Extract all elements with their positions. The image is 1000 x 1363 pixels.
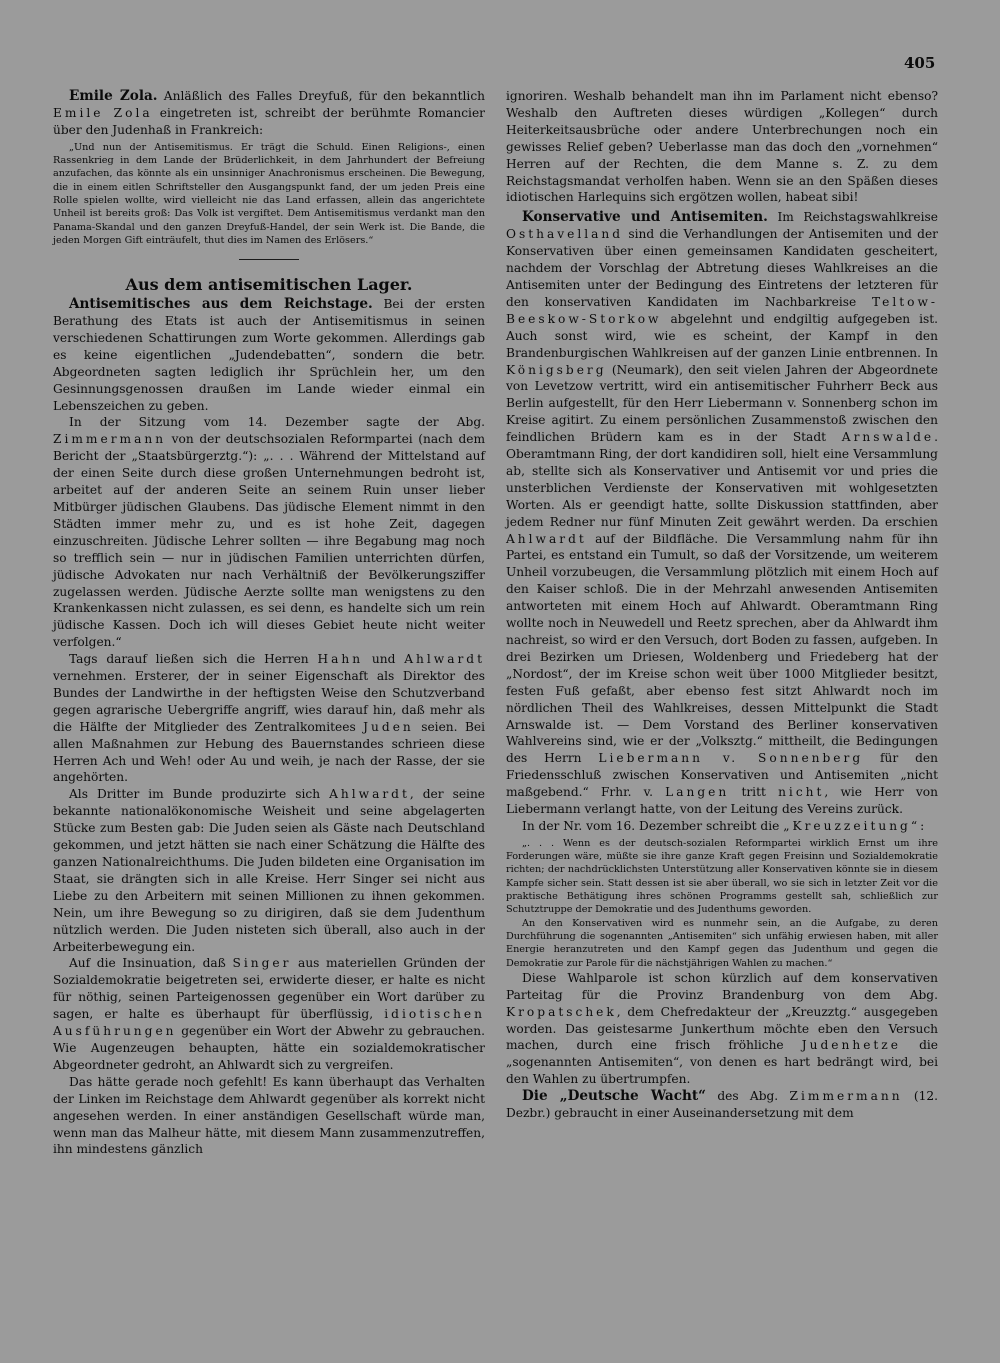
konservative-paragraph — [506, 209, 938, 818]
text-span: gegenüber ein Wort der Abwehr zu gebrauchen. Wie Augenzeugen behaupten, hätte ein sozialdemokratischer Abgeordneter gedroht, an Ahlwardt sich zu vergreifen. — [53, 1024, 485, 1072]
section-divider — [239, 259, 299, 260]
spaced-name: Liebermann v. Sonnenberg — [598, 751, 864, 766]
spaced-name: „Kreuzzeitung“ — [783, 818, 921, 833]
text-span: , wie Herr von Liebermann verlangt hatte, von der Leitung des Vereins zurück. — [506, 785, 938, 817]
text-span: . Oberamtmann Ring, der dort kandidiren soll, hielt eine Versammlung ab, stellte sich als Konservativer und Antisemit vor und pries die unsterblichen Verdienste der Konservativen mit wohlgesetzten Worten. Als er geendigt hatte, sollte Diskussion stattfinden, aber jedem Redner nur fünf Minuten Zeit gewährt werden. Da erschien — [506, 430, 938, 529]
zola-intro: Anläßlich des Falles Dreyfuß, für den bekanntlich — [163, 89, 486, 103]
zola-heading: Emile Zola. — [69, 88, 158, 104]
singer-paragraph — [53, 955, 485, 1073]
spaced-name: Ahlwardt — [329, 787, 410, 802]
right-column — [506, 88, 938, 1122]
text-span: die „sogenannten Antisemiten“, von denen es hart bedrängt wird, bei den Wahlen zu übertrumpfen. — [506, 1038, 938, 1087]
spaced-name: Zimmermann — [789, 1089, 903, 1104]
text-span: In der Nr. vom 16. Dezember schreibt die — [522, 818, 780, 833]
wahlparole-paragraph — [506, 970, 938, 1088]
konservative-heading: Konservative und Antisemiten. — [522, 209, 768, 226]
reichstag-text: Bei der ersten Berathung des Etats ist auch der Antisemitismus in seinen verschiedenen Schattirungen zum Worte gekommen. Allerdings gab es keine eigentlichen „Judendebatten“, sondern die betr. Abgeordneten sagten lediglich ihr Sprüchlein her, um den Gesinnungsgenossen draußen im Lande wieder einmal ein Lebenszeichen zu geben. — [53, 297, 485, 413]
ignoriren-paragraph: ignoriren. Weshalb behandelt man ihn im Parlament nicht ebenso? Weshalb den Auftreten dieses würdigen „Kollegen“ durch Heiterkeitsausbrüche oder andere Unterbrechungen noch ein gewisses Relief geben? Ueberlasse man das doch den „vornehmen“ Herren auf der Rechten, die dem Manne s. Z. zu dem Reichstagsmandat verholfen haben. Wenn sie an den Späßen dieses idiotischen Harlequins sich ergötzen wollen, habeat sibi! — [506, 89, 938, 205]
spaced-name: Zimmermann — [53, 432, 167, 447]
text-span: Diese Wahlparole ist schon kürzlich auf dem konservativen Parteitag für die Provinz Brandenburg von dem Abg. — [506, 970, 938, 1002]
text-span: von der deutschsozialen Reformpartei (nach dem Bericht der „Staatsbürgerztg.“): „. . . Während der Mittelstand auf der einen Seite durch diese großen Unternehmungen bedroht ist, arbeitet auf der anderen Seite an seinem Ruin unser lieber Mitbürger jüdischen Glaubens. Das jüdische Element nimmt in den Städten immer mehr zu, und es ist hohe Zeit, dagegen einzuschreiten. Jüdische Lehrer sollten — ihre Begabung mag noch so trefflich sein — nur in jüdischen Familien unterrichten dürfen, jüdische Advokaten nur nach Verhältniß der Bevölkerungsziffer zugelassen werden. Jüdische Aerzte sollte man wenigstens zu den Krankenkassen nicht zulassen, es sei denn, es handelte sich um rein jüdische Kassen. Doch ich will dieses Gebiet heute nicht weiter verfolgen.“ — [53, 432, 486, 650]
wacht-heading: Die „Deutsche Wacht“ — [522, 1088, 706, 1105]
text-span: Tags darauf ließen sich die Herren — [69, 652, 309, 667]
sub-heading: Antisemitisches aus dem Reichstage. — [69, 296, 373, 313]
text-span: , dem Chefredakteur der „Kreuzztg.“ ausgegeben worden. Das geistesarme Junkerthum möchte eben den Versuch machen, durch eine frisch fröhliche — [506, 1004, 938, 1053]
text-span: , der seine bekannte nationalökonomische Weisheit und seine abgelagerten Stücke zum Besten gab: Die Juden seien als Gäste nach Deutschland gekommen, und jetzt hätten sie nach einer Schätzung die Hälfte des ganzen Nationalreichthums. Die Juden bildeten eine Organisation im Staat, sie drängten sich in alle Kreise. Herr Singer sei nicht aus Liebe zu den Arbeitern mit seinen Millionen zu ihnen gekommen. Nein, um ihre Bewegung so zu dirigiren, daß sie dem Judenthum nützlich werden. Die Juden nisteten sich überall, also auch in der Arbeiterbewegung ein. — [53, 787, 486, 954]
text-span: aus materiellen Gründen der Sozialdemokratie beigetreten sei, erwiderte dieser, er halte es nicht für nöthig, seinen Parteigenossen gegenüber ein Wort darüber zu sagen, er halte es überhaupt für überflüssig, — [53, 956, 486, 1022]
text-span: des Abg. — [717, 1089, 779, 1104]
text-span: für den Friedensschluß zwischen Konservativen und Antisemiten „nicht maßgebend.“ Frhr. v. — [506, 751, 938, 800]
spaced-word: nicht — [778, 785, 825, 800]
reichstag-paragraph — [53, 296, 485, 414]
text-span: auf der Bildfläche. Die Versammlung nahm für ihn Partei, es entstand ein Tumult, so daß der Vorsitzende, um weiterem Unheil vorzubeugen, die Versammlung plötzlich mit einem Hoch auf den Kaiser schloß. Die in der Mehrzahl anwesenden Antisemiten antworteten mit einem Hoch auf Ahlwardt. Oberamtmann Ring wollte noch in Neuwedell und Reetz sprechen, aber da Ahlwardt ihm nachreist, so wird er den Versuch, dort Boden zu fassen, aufgeben. In drei Bezirken um Driesen, Woldenberg und Friedeberg hat der „Nordost“, der im Kreise schon weit über 1000 Mitglieder besitzt, festen Fuß gefaßt, aber ebenso fest sitzt Ahlwardt noch im nördlichen Theil des Wahlkreises, dessen Mittelpunkt die Stadt Arnswalde ist. — Dem Vorstand des Berliner konservativen Wahlvereins sind, wie er der „Volksztg.“ mittheilt, die Bedingungen des Herrn — [506, 531, 938, 766]
text-span: vernehmen. Ersterer, der in seiner Eigenschaft als Direktor des Bundes der Landwirthe in der heftigsten Weise den Schutzverband gegen agrarische Uebergriffe angriff, wies darauf hin, daß mehr als die Hälfte der Mitglieder des Zentralkomitees — [53, 669, 485, 734]
kreuzzeitung-paragraph — [506, 818, 938, 835]
quote-part-2: An den Konservativen wird es nunmehr sein, an die Aufgabe, zu deren Durchführung die sogenannten „Antisemiten“ sich unfähig erwiesen haben, mit aller Energie heranzutreten und den Kampf gegen das Judenthum und gegen die Demokratie zur Parole für die nächstjährigen Wahlen zu machen.“ — [506, 917, 938, 969]
text-span: Auf die Insinuation, daß — [69, 956, 226, 971]
text-span: Als Dritter im Bunde produzirte sich — [69, 787, 321, 802]
zimmermann-paragraph — [53, 414, 485, 651]
ahlwardt-paragraph — [53, 786, 485, 955]
text-span: sind die Verhandlungen der Antisemiten und der Konservativen über einen gemeinsamen Kandidaten gescheitert, nachdem der Vorschlag der Abtretung dieses Wahlkreises an die Antisemiten unter der Bedingung des Eintretens der letzteren für den konservativen Kandidaten im Nachbarkreise — [506, 227, 938, 309]
zola-intro-rest: eingetreten ist, schreibt der berühmte Romancier über den Judenhaß in Frankreich: — [53, 105, 485, 137]
spaced-name: Juden — [363, 719, 414, 734]
text-span: und — [371, 652, 396, 667]
text-span: tritt — [741, 785, 766, 800]
quote-part-1: „. . . Wenn es der deutsch-sozialen Reformpartei wirklich Ernst um ihre Forderungen wäre, müßte sie ihre ganze Kraft gegen Freisinn und Sozialdemokratie richten; der nachdrücklichsten Unterstützung aller Konservativen könnte sie in diesem Kampfe sicher sein. Statt dessen ist sie aber überall, wo sie sich in letzter Zeit vor die praktische Bethätigung ihres schönen Programms gestellt sah, schließlich zur Schutztruppe der Demokratie und des Judenthums geworden. — [506, 837, 938, 916]
kreuzzeitung-quote — [506, 837, 938, 970]
left-column — [53, 88, 485, 1158]
spaced-name: Kropatschek — [506, 1004, 617, 1019]
spaced-phrase: idiotischen Ausführungen — [53, 1007, 485, 1039]
page-number: 405 — [904, 54, 936, 72]
zola-name: Emile Zola — [53, 105, 153, 120]
text-span: (Neumark), den seit vielen Jahren der Abgeordnete von Levetzow vertritt, wird ein antisemitischer Fuhrherr Beck aus Berlin aufgestellt, für den Herr Liebermann v. Sonnenberg schon im Kreise agitirt. Zu einem persönlichen Zusammenstoß zwischen den feindlichen Brüdern kam es in der Stadt — [506, 362, 939, 445]
text-span: seien. Bei allen Maßnahmen zur Hebung des Bauernstandes schrieen diese Herren Ach und Weh! oder Au und weih, je nach der Rasse, der sie angehörten. — [53, 719, 486, 785]
wacht-paragraph — [506, 1088, 938, 1122]
spaced-name: Ahlwardt — [506, 531, 587, 546]
spaced-name: Hahn — [317, 652, 364, 667]
spaced-word: Judenhetze — [801, 1038, 901, 1053]
text-span: (12. Dezbr.) gebraucht in einer Auseinandersetzung mit dem — [506, 1089, 939, 1121]
spaced-name: Osthavelland — [506, 227, 624, 242]
spaced-name: Singer — [232, 956, 292, 971]
text-span: In der Sitzung vom 14. Dezember sagte der Abg. — [69, 415, 485, 430]
closing-paragraph: Das hätte gerade noch gefehlt! Es kann überhaupt das Verhalten der Linken im Reichstage dem Ahlwardt gegenüber als korrekt nicht angesehen werden. In einer anständigen Gesellschaft würde man, wenn man das Malheur hätte, mit diesem Mann zusammenzutreffen, ihn mindestens gänzlich — [53, 1074, 485, 1157]
hahn-paragraph — [53, 651, 485, 786]
spaced-name: Arnswalde — [841, 430, 935, 445]
zola-quote: „Und nun der Antisemitismus. Er trägt die Schuld. Einen Religions-, einen Rassenkrieg in dem Lande der Brüderlichkeit, in dem Jahrhundert der Befreiung anzufachen, das könnte als ein unsinniger Anachronismus erscheinen. Die Bewegung, die in einem eitlen Schriftsteller den Ausgangspunkt fand, der um jeden Preis eine Rolle spielen wollte, wird vielleicht nie das Land erfassen, allein das angerichtete Unheil ist bereits groß: Das Volk ist vergiftet. Dem Antisemitismus verdankt man den Panama-Skandal und den ganzen Dreyfuß-Handel, der sein Werk ist. Die Bande, die jeden Morgen Gift einträufelt, thut dies im Namen des Erlösers.“ — [53, 141, 485, 246]
text-span: abgelehnt und endgiltig aufgegeben ist. Auch sonst wird, wie es scheint, der Kampf in den Brandenburgischen Wahlkreisen auf der ganzen Linie entbrennen. In — [506, 311, 938, 360]
spaced-name: Teltow-Beeskow-Storkow — [506, 294, 939, 326]
spaced-name: Ahlwardt — [404, 652, 486, 667]
text-span: : — [920, 818, 925, 833]
spaced-name: Langen — [665, 785, 730, 800]
zola-paragraph — [53, 88, 485, 139]
section-title: Aus dem antisemitischen Lager. — [125, 275, 413, 295]
spaced-name: Königsberg — [506, 362, 607, 377]
text-span: Im Reichstagswahlkreise — [777, 210, 938, 225]
